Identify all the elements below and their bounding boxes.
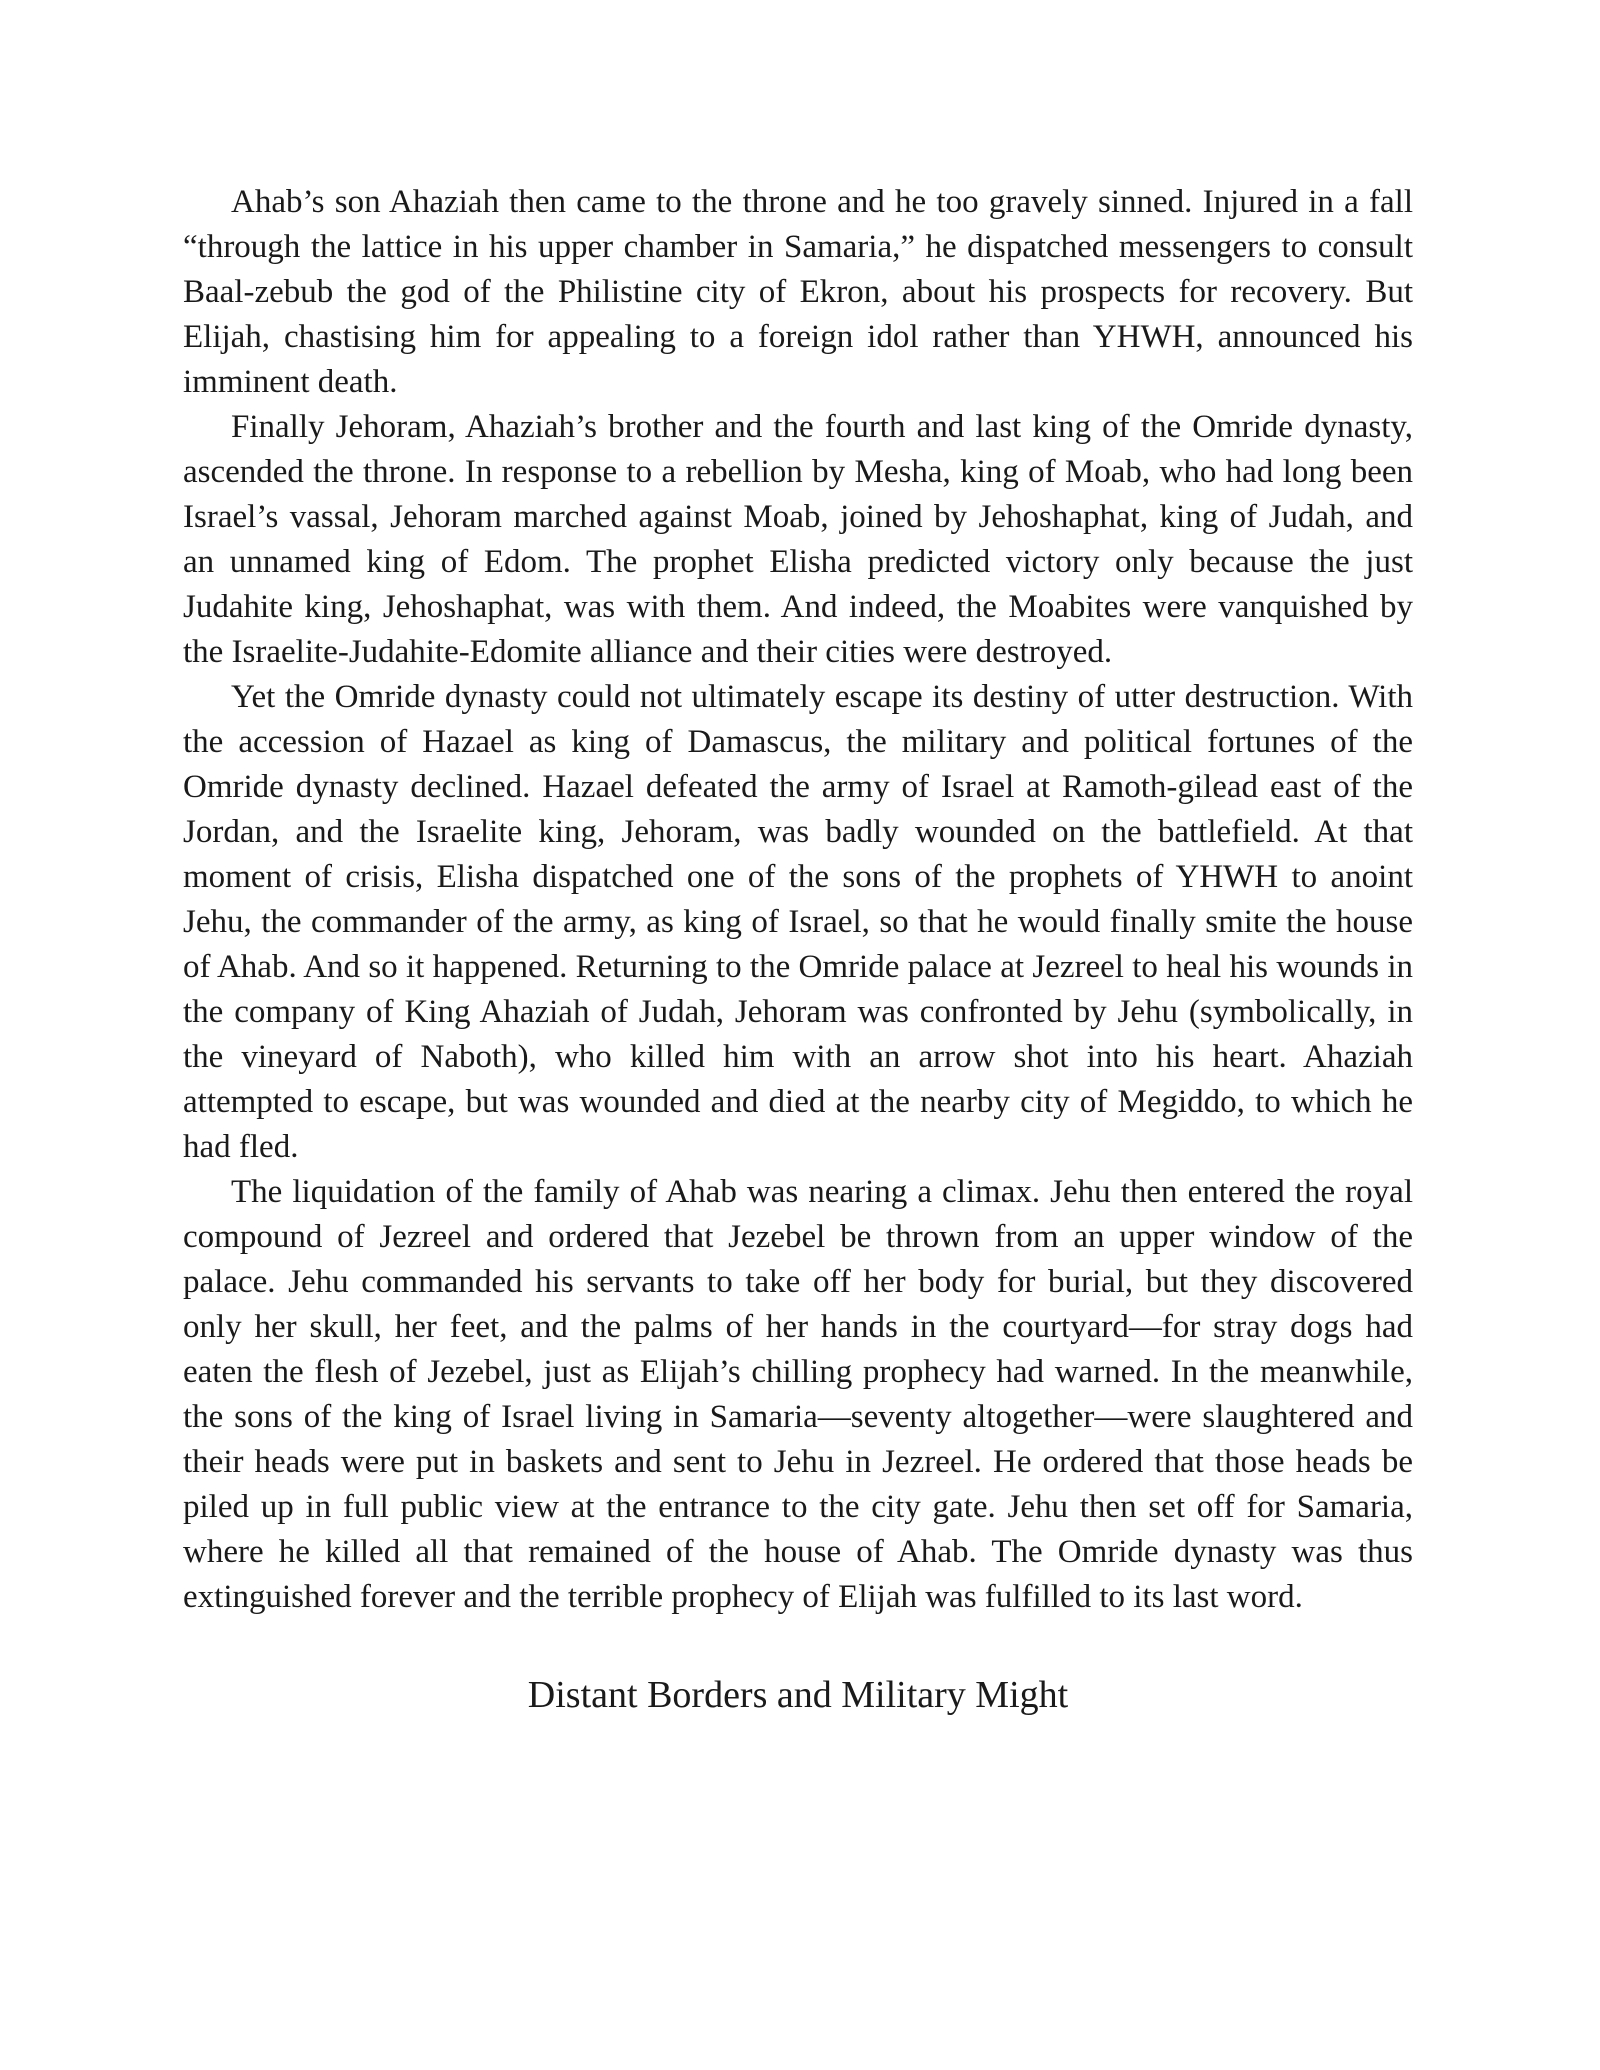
paragraph-ahaziah: Ahab’s son Ahaziah then came to the throne and he too gravely sinned. Injured in a fall “through the lattice in his upper chamber in Samaria,” he dispatched messengers to consult Baal-zebub the god of the Philistine city of Ekron, about his prospects for recovery. But Elijah, chastising him for appealing to a foreign idol rather than YHWH, announced his imminent death. (183, 184, 1413, 400)
book-page (183, 180, 1413, 1720)
paragraph-jehoram: Finally Jehoram, Ahaziah’s brother and the fourth and last king of the Omride dynasty, ascended the throne. In response to a rebellion by Mesha, king of Moab, who had long been Israel’s vassal, Jehoram marched against Moab, joined by Jehoshaphat, king of Judah, and an unnamed king of Edom. The prophet Elisha predicted victory only because the just Judahite king, Jehoshaphat, was with them. And indeed, the Moabites were vanquished by the Israelite-Judahite-Edomite alliance and their cities were destroyed. (183, 409, 1413, 670)
paragraph-omride-destruction: Yet the Omride dynasty could not ultimately escape its destiny of utter destruction. With the accession of Hazael as king of Damascus, the military and political fortunes of the Omride dynasty declined. Hazael defeated the army of Israel at Ramoth-gilead east of the Jordan, and the Israelite king, Jehoram, was badly wounded on the battlefield. At that moment of crisis, Elisha dispatched one of the sons of the prophets of YHWH to anoint Jehu, the commander of the army, as king of Israel, so that he would finally smite the house of Ahab. And so it happened. Returning to the Omride palace at Jezreel to heal his wounds in the company of King Ahaziah of Judah, Jehoram was confronted by Jehu (symbolically, in the vineyard of Naboth), who killed him with an arrow shot into his heart. Ahaziah attempted to escape, but was wounded and died at the nearby city of Megiddo, to which he had fled. (183, 679, 1413, 1165)
section-heading: Distant Borders and Military Might (527, 1674, 1069, 1716)
paragraph-liquidation-of-ahab: The liquidation of the family of Ahab was nearing a climax. Jehu then entered the royal compound of Jezreel and ordered that Jezebel be thrown from an upper window of the palace. Jehu commanded his servants to take off her body for burial, but they discovered only her skull, her feet, and the palms of her hands in the courtyard—for stray dogs had eaten the flesh of Jezebel, just as Elijah’s chilling prophecy had warned. In the meanwhile, the sons of the king of Israel living in Samaria—seventy altogether—were slaughtered and their heads were put in baskets and sent to Jehu in Jezreel. He ordered that those heads be piled up in full public view at the entrance to the city gate. Jehu then set off for Samaria, where he killed all that remained of the house of Ahab. The Omride dynasty was thus extinguished forever and the terrible prophecy of Elijah was fulfilled to its last word. (183, 1174, 1413, 1615)
